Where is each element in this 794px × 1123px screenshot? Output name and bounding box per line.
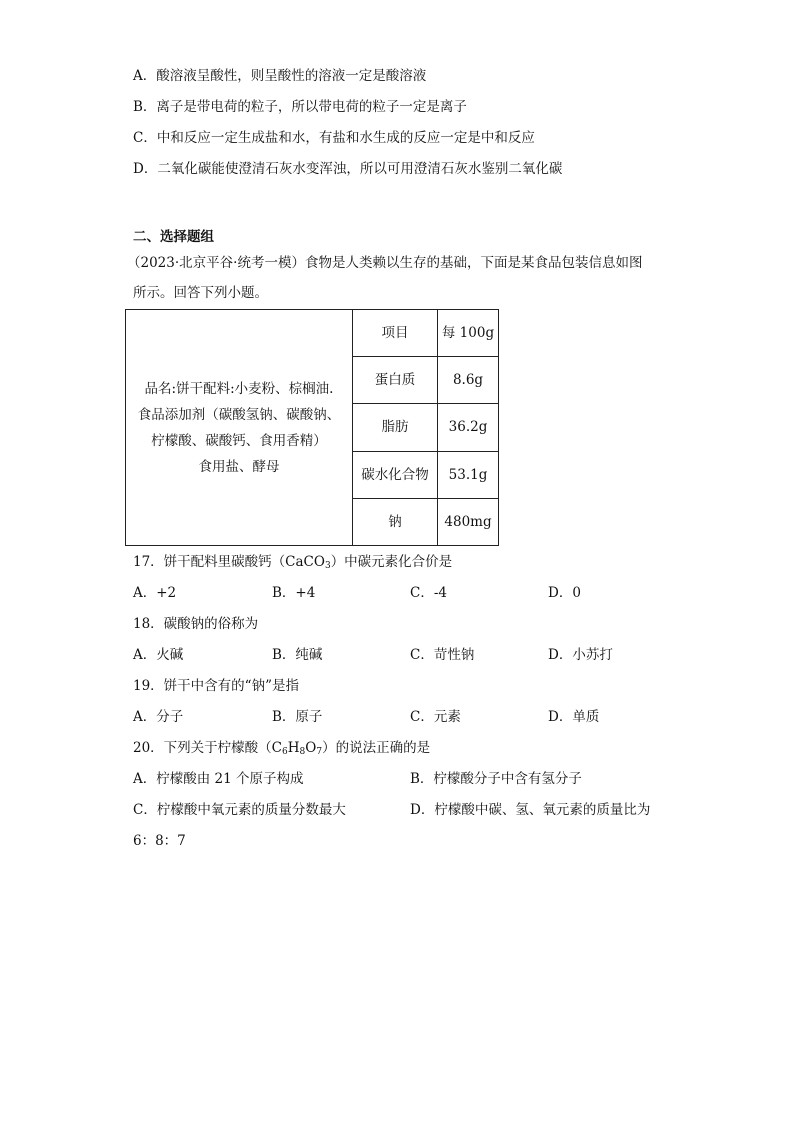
nutrient-name: 钠 (353, 498, 438, 545)
q20-option-d-continuation: 6：8：7 (133, 833, 186, 849)
q17-option-c: C．-4 (410, 585, 447, 601)
q20-options-row1 (133, 769, 693, 789)
nutrient-value: 53.1g (438, 451, 499, 498)
food-info-table (125, 309, 499, 546)
section-intro-line1: （2023·北京平谷·统考一模）食物是人类赖以生存的基础，下面是某食品包装信息如图 (127, 255, 643, 271)
ingredients-line-3: 柠檬酸、碳酸钙、食用香精） (151, 432, 327, 449)
ingredients-line-4: 食用盐、酵母 (198, 458, 280, 475)
q18-option-b: B．纯碱 (272, 647, 323, 663)
ingredients-cell (126, 310, 353, 546)
ingredients-line-2: 食品添加剂（碳酸氢钠、碳酸钠、 (137, 406, 341, 423)
q20-stem (133, 738, 430, 762)
table-header-per100g: 每 100g (438, 310, 499, 357)
q20-stem-text: 20．下列关于柠檬酸（C (133, 740, 283, 756)
nutrient-name: 蛋白质 (353, 357, 438, 404)
q17-stem-text-end: ）中碳元素化合价是 (330, 554, 453, 570)
nutrient-value: 36.2g (438, 404, 499, 451)
q17-option-b: B．+4 (272, 585, 316, 601)
q20-subscript-carbon: 6 (282, 747, 288, 757)
q20-option-b: B．柠檬酸分子中含有氢分子 (410, 771, 582, 787)
section-intro-line2: 所示。回答下列小题。 (133, 285, 268, 301)
q19-option-c: C．元素 (410, 709, 461, 725)
q20-hydrogen-symbol: H (287, 740, 300, 756)
q16-option-c: C．中和反应一定生成盐和水，有盐和水生成的反应一定是中和反应 (133, 130, 535, 146)
q20-oxygen-symbol: O (305, 740, 317, 756)
nutrient-name: 碳水化合物 (353, 451, 438, 498)
nutrient-name: 脂肪 (353, 404, 438, 451)
nutrient-value: 8.6g (438, 357, 499, 404)
q20-stem-text-end: ）的说法正确的是 (322, 740, 431, 756)
ingredients-line-1: 品名:饼干配料:小麦粉、棕榈油. (144, 380, 334, 397)
q17-option-a: A．+2 (133, 585, 177, 601)
q18-option-c: C．苛性钠 (410, 647, 475, 663)
q19-option-d: D．单质 (548, 709, 600, 725)
q18-options (133, 645, 693, 665)
q17-stem (133, 552, 452, 576)
q16-option-a: A．酸溶液呈酸性，则呈酸性的溶液一定是酸溶液 (133, 68, 427, 84)
q20-option-c: C．柠檬酸中氧元素的质量分数最大 (133, 802, 346, 818)
q18-option-d: D．小苏打 (548, 647, 613, 663)
table-header-item: 项目 (353, 310, 438, 357)
q20-option-d: D．柠檬酸中碳、氢、氧元素的质量比为 (410, 802, 651, 818)
q20-subscript-oxygen: 7 (316, 747, 323, 757)
q16-option-b: B．离子是带电荷的粒子，所以带电荷的粒子一定是离子 (133, 99, 467, 115)
q17-stem-text: 17．饼干配料里碳酸钙（CaCO (133, 554, 325, 570)
q20-subscript-hydrogen: 8 (299, 747, 306, 757)
q19-stem: 19．饼干中含有的“钠”是指 (133, 678, 299, 694)
q17-stem-subscript: 3 (324, 561, 331, 571)
q20-options-row2 (133, 800, 693, 820)
q19-options (133, 707, 693, 727)
q20-option-a: A．柠檬酸由 21 个原子构成 (133, 771, 304, 787)
q18-option-a: A．火碱 (133, 647, 184, 663)
q16-option-d: D．二氧化碳能使澄清石灰水变浑浊，所以可用澄清石灰水鉴别二氧化碳 (133, 161, 563, 177)
q18-stem: 18．碳酸钠的俗称为 (133, 616, 259, 632)
nutrient-value: 480mg (438, 498, 499, 545)
q19-option-b: B．原子 (272, 709, 323, 725)
q17-option-d: D．0 (548, 585, 581, 601)
q17-options (133, 583, 693, 603)
section-heading: 二、选择题组 (133, 229, 214, 245)
q19-option-a: A．分子 (133, 709, 184, 725)
